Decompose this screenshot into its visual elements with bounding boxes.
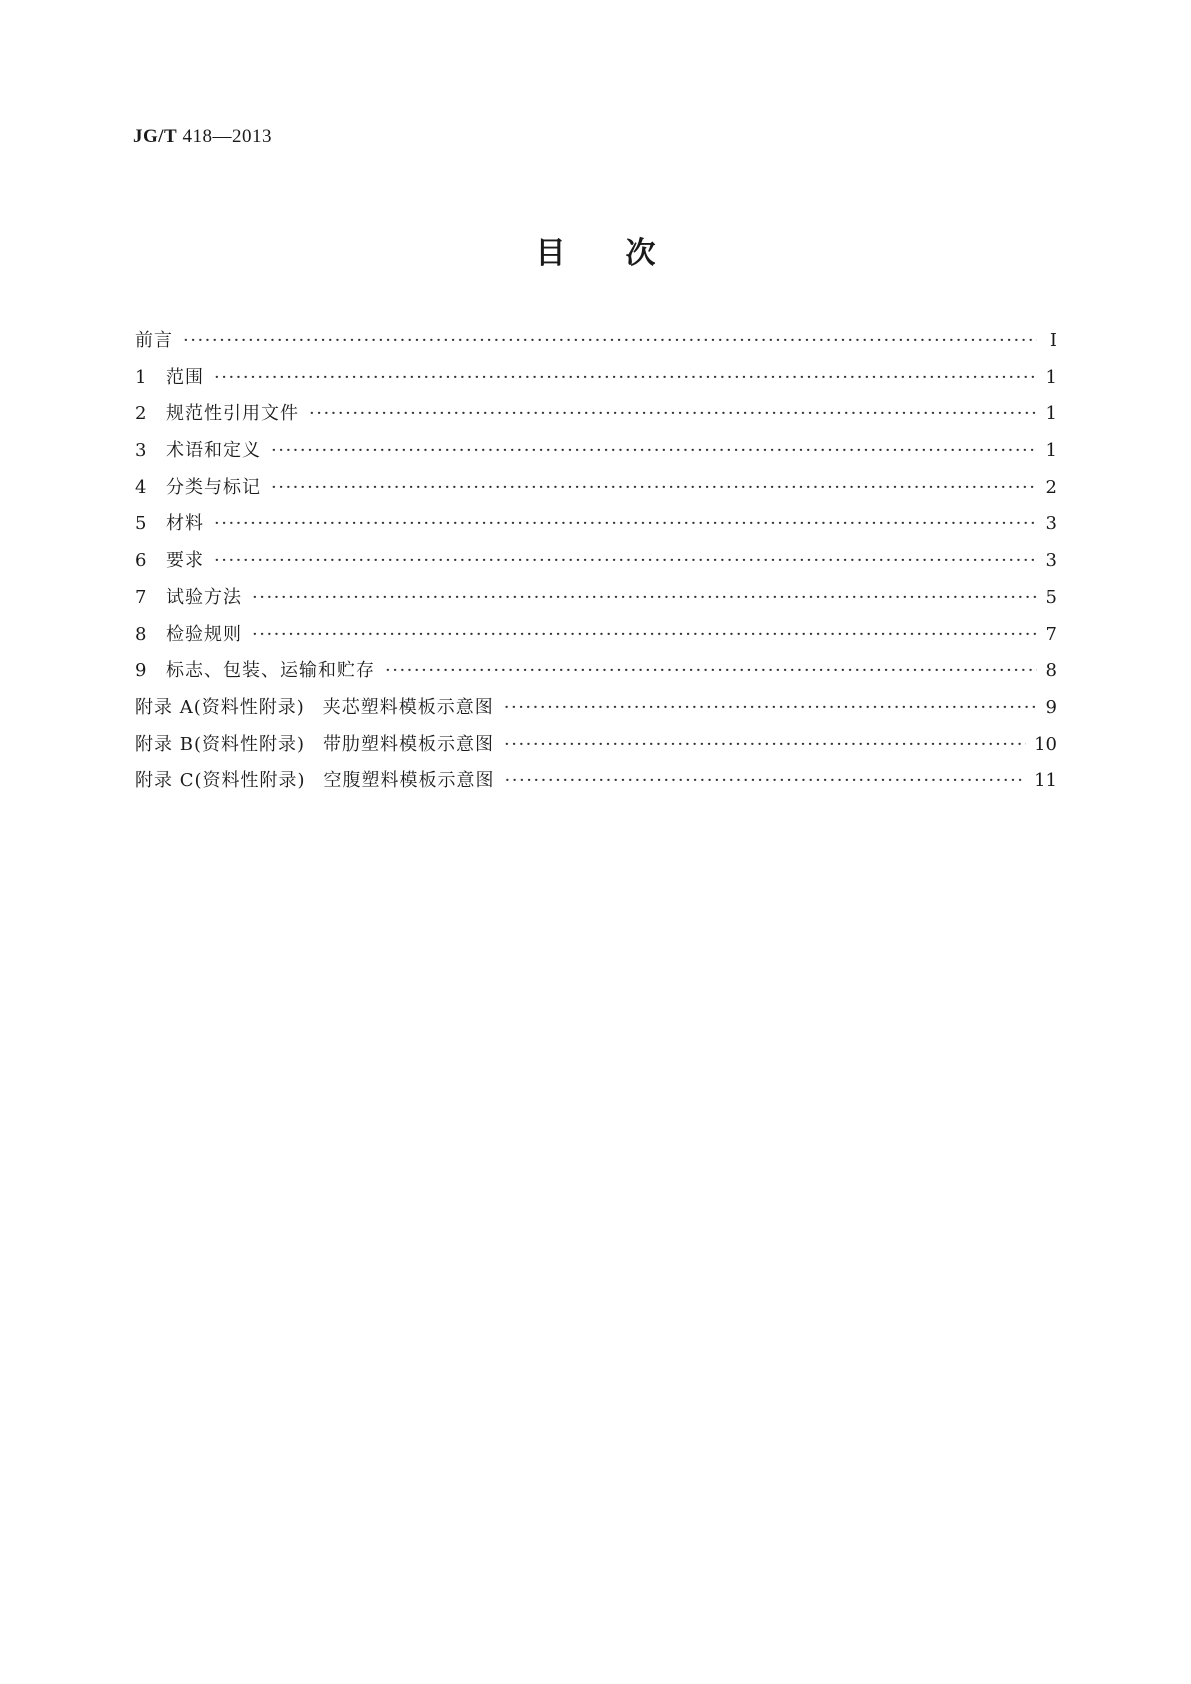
toc-entry-number: 2 — [135, 403, 147, 425]
toc-entry-page: 1 — [1045, 403, 1057, 425]
toc-entry-page: 11 — [1034, 770, 1057, 792]
toc-dot-leader — [271, 477, 1037, 498]
toc-entry-label: 试验方法 — [166, 586, 242, 608]
toc-entry-page: 5 — [1045, 586, 1057, 608]
toc-entry-9[interactable] — [135, 656, 1057, 693]
toc-entry-2[interactable] — [135, 399, 1057, 436]
toc-entry-label: 材料 — [166, 513, 204, 535]
toc-entry-page: 3 — [1045, 513, 1057, 535]
toc-dot-leader — [505, 770, 1027, 791]
toc-dot-leader — [271, 440, 1037, 461]
toc-dot-leader — [183, 330, 1037, 351]
toc-entry-page: 8 — [1045, 660, 1057, 682]
toc-dot-leader — [214, 367, 1037, 388]
appendix-title: 带肋塑料模板示意图 — [323, 733, 494, 755]
appendix-designation: 附录 B(资料性附录) — [135, 733, 305, 755]
toc-entry-label — [135, 693, 494, 719]
toc-dot-leader — [252, 587, 1037, 608]
toc-entry-label: 前言 — [135, 330, 173, 351]
toc-entry-page: 9 — [1045, 696, 1057, 718]
toc-entry-page: 1 — [1045, 366, 1057, 388]
appendix-title: 空腹塑料模板示意图 — [323, 770, 495, 792]
standard-code-prefix: JG/T — [133, 126, 178, 147]
toc-entry-label: 术语和定义 — [166, 440, 261, 462]
toc-entry-page: 2 — [1045, 476, 1057, 498]
standard-code-number: 418—2013 — [182, 126, 272, 147]
toc-dot-leader — [309, 403, 1037, 424]
toc-entry-preface[interactable] — [135, 326, 1057, 363]
toc-entry-label: 要求 — [166, 550, 204, 572]
toc-entry-number: 4 — [135, 476, 147, 498]
toc-entry-4[interactable] — [135, 473, 1057, 510]
appendix-title: 夹芯塑料模板示意图 — [322, 696, 494, 718]
appendix-designation: 附录 A(资料性附录) — [135, 696, 305, 718]
toc-entry-label — [135, 766, 495, 792]
toc-entry-8[interactable] — [135, 620, 1057, 657]
toc-entry-1[interactable] — [135, 363, 1057, 400]
toc-entry-3[interactable] — [135, 436, 1057, 473]
toc-entry-7[interactable] — [135, 583, 1057, 620]
toc-entry-page: 1 — [1045, 440, 1057, 462]
toc-dot-leader — [504, 734, 1026, 755]
toc-entry-number: 5 — [135, 513, 147, 535]
standard-code — [133, 126, 272, 148]
table-of-contents — [135, 326, 1057, 803]
toc-dot-leader — [385, 660, 1037, 681]
toc-entry-number: 6 — [135, 550, 147, 572]
toc-entry-label: 范围 — [166, 366, 204, 388]
toc-entry-page: 10 — [1034, 733, 1057, 755]
toc-entry-page: 3 — [1045, 550, 1057, 572]
toc-entry-label: 规范性引用文件 — [166, 403, 299, 425]
toc-entry-number: 7 — [135, 586, 147, 608]
toc-dot-leader — [252, 624, 1037, 645]
toc-entry-number: 9 — [135, 660, 147, 682]
toc-entry-label: 检验规则 — [166, 623, 242, 645]
toc-entry-5[interactable] — [135, 509, 1057, 546]
toc-entry-appendix-b[interactable] — [135, 730, 1057, 767]
toc-dot-leader — [504, 697, 1037, 718]
toc-entry-page: Ⅰ — [1049, 330, 1057, 351]
toc-entry-appendix-a[interactable] — [135, 693, 1057, 730]
toc-entry-number: 8 — [135, 623, 147, 645]
toc-entry-6[interactable] — [135, 546, 1057, 583]
toc-entry-label: 标志、包装、运输和贮存 — [166, 660, 375, 682]
appendix-designation: 附录 C(资料性附录) — [135, 770, 306, 792]
toc-entry-page: 7 — [1045, 623, 1057, 645]
page-title: 目次 — [535, 236, 716, 271]
toc-dot-leader — [214, 513, 1037, 534]
toc-dot-leader — [214, 550, 1037, 571]
toc-entry-label — [135, 730, 494, 756]
toc-entry-number: 1 — [135, 366, 147, 388]
toc-entry-appendix-c[interactable] — [135, 766, 1057, 803]
toc-entry-number: 3 — [135, 440, 147, 462]
toc-entry-label: 分类与标记 — [166, 476, 261, 498]
